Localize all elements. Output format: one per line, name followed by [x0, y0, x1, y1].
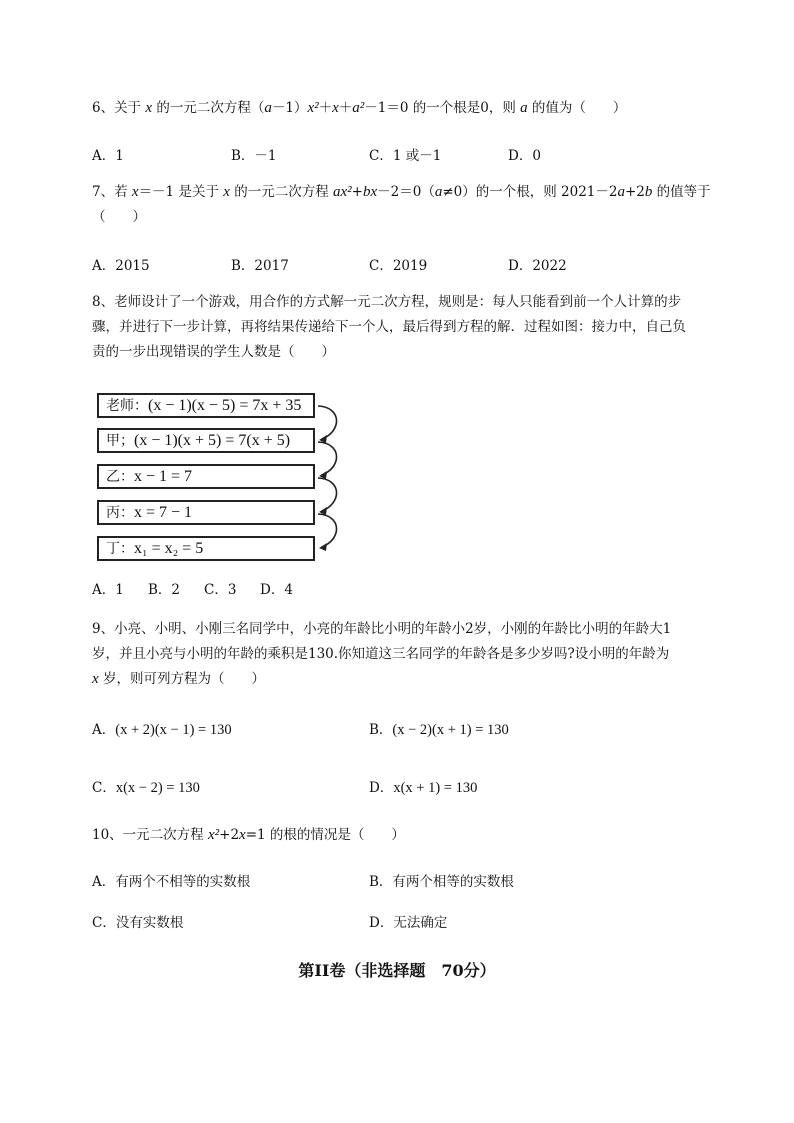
q7-stem: 7、若 x＝－1 是关于 x 的一元二次方程 ax²+bx－2＝0（a≠0）的一个根，则 2021－2a+2b 的值等于 — [92, 184, 711, 200]
q10-option-b: B．有两个相等的实数根 — [369, 874, 514, 890]
relay-step-jia: 甲；(x − 1)(x + 5) = 7(x + 5) — [97, 428, 315, 453]
q9-option-a: A．(x + 2)(x − 1) = 130 — [92, 722, 232, 738]
relay-step-ding: 丁：x₁ = x₂ = 5 — [97, 536, 315, 561]
q9-option-b: B．(x − 2)(x + 1) = 130 — [369, 722, 509, 738]
q6-option-c: C．1 或－1 — [369, 148, 442, 164]
relay-arrow-2 — [318, 442, 337, 475]
q8-stem-line1: 8、老师设计了一个游戏，用合作的方式解一元二次方程，规则是：每人只能看到前一个人计算的步 — [92, 294, 682, 310]
q7-option-a: A．2015 — [92, 258, 150, 274]
q9-stem-line2: 岁，并且小亮与小明的年龄的乘积是130.你知道这三名同学的年龄各是多少岁吗?设小明的年龄为 — [92, 646, 670, 662]
q10-stem: 10、一元二次方程 x²+2x=1 的根的情况是（ ） — [92, 827, 405, 843]
relay-arrow-3 — [318, 478, 337, 511]
relay-arrows — [316, 395, 350, 555]
section-title: 第II卷（非选择题 70分） — [298, 961, 496, 980]
q8-option-b: B．2 — [148, 582, 181, 598]
q10-option-c: C．没有实数根 — [92, 915, 184, 931]
q10-option-a: A．有两个不相等的实数根 — [92, 874, 251, 890]
q9-option-d: D．x(x + 1) = 130 — [369, 780, 478, 796]
q8-option-a: A．1 — [92, 582, 124, 598]
q8-option-d: D．4 — [260, 582, 293, 598]
q8-stem-line3: 责的一步出现错误的学生人数是（ ） — [92, 344, 335, 360]
relay-step-bing: 丙：x = 7 − 1 — [97, 500, 315, 525]
relay-step-yi: 乙：x − 1 = 7 — [97, 464, 315, 489]
q6-option-b: B．－1 — [231, 148, 277, 164]
q6-option-d: D．0 — [508, 148, 541, 164]
q7-option-b: B．2017 — [231, 258, 289, 274]
q10-option-d: D．无法确定 — [369, 915, 448, 931]
q7-answer-parens: （ ） — [92, 209, 146, 225]
relay-arrow-4 — [318, 514, 337, 547]
q9-stem-line3: x 岁，则可列方程为（ ） — [92, 671, 265, 687]
q9-stem-line1: 9、小亮、小明、小刚三名同学中，小亮的年龄比小明的年龄小2岁，小刚的年龄比小明的年龄大1 — [92, 621, 672, 637]
q6-option-a: A．1 — [92, 148, 124, 164]
relay-arrow-1 — [318, 406, 337, 439]
q9-option-c: C．x(x − 2) = 130 — [92, 780, 200, 796]
q8-option-c: C．3 — [204, 582, 237, 598]
q7-option-d: D．2022 — [508, 258, 567, 274]
q8-stem-line2: 骤，并进行下一步计算，再将结果传递给下一个人，最后得到方程的解．过程如图：接力中，自己负 — [92, 319, 686, 335]
relay-step-teacher: 老师：(x − 1)(x − 5) = 7x + 35 — [97, 393, 315, 418]
q7-option-c: C．2019 — [369, 258, 428, 274]
q6-stem: 6、关于 x 的一元二次方程（a－1）x²＋x＋a²－1＝0 的一个根是0，则 a 的值为（ ） — [92, 100, 627, 116]
